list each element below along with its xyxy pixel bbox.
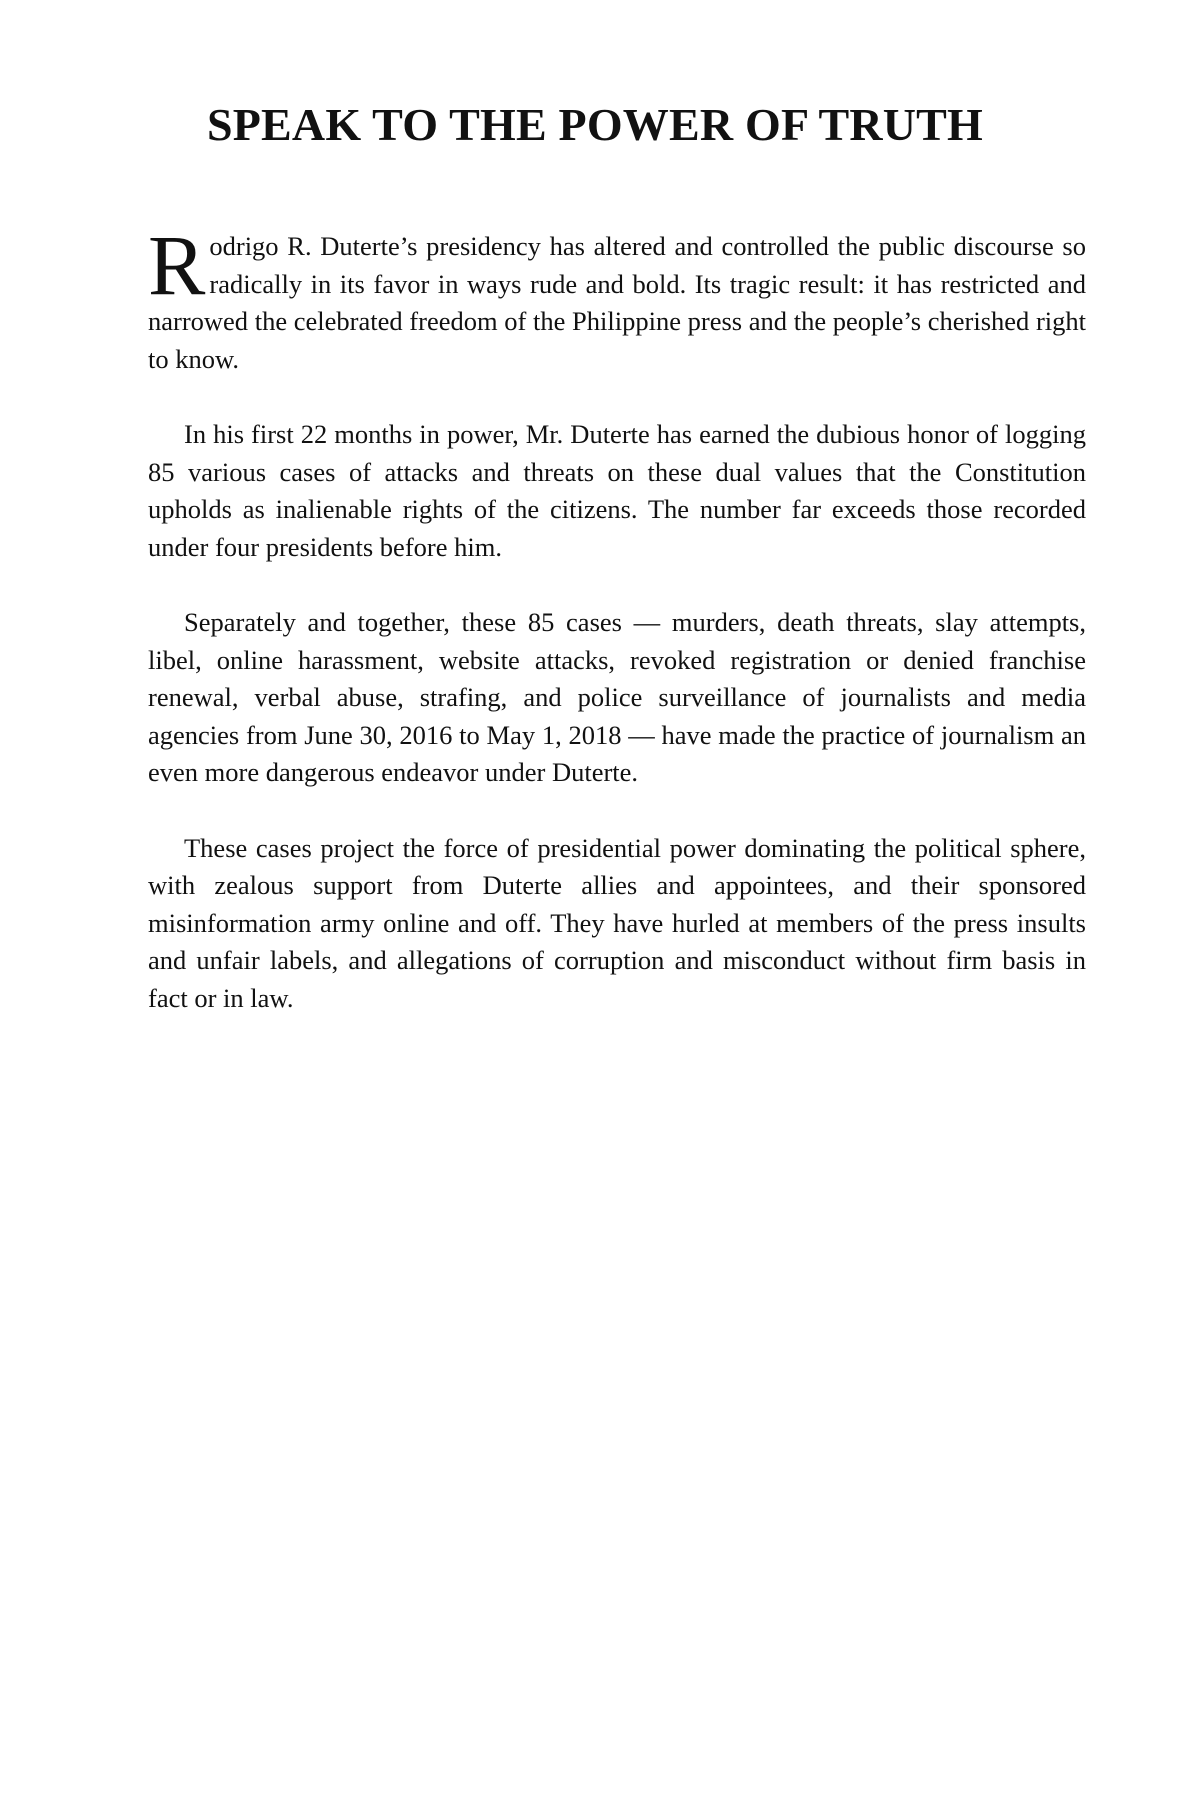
page-title: SPEAK TO THE POWER OF TRUTH xyxy=(206,99,984,150)
paragraph-1-text: odrigo R. Duterte’s presidency has altered and controlled the public discourse so radically in its favor in ways rude and bold. Its tragic result: it has restricted and narrowed the celebrated freedom of the Philippine press and the people’s cherished right to know. xyxy=(148,231,1086,374)
drop-cap: R xyxy=(148,217,206,313)
paragraph-2: In his first 22 months in power, Mr. Duterte has earned the dubious honor of logging 85 various cases of attacks and threats on these dual values that the Constitution upholds as inalienable rights of the citizens. The number far exceeds those recorded under four presidents before him. xyxy=(148,419,1086,562)
paragraph-3: Separately and together, these 85 cases — murders, death threats, slay attempts, libel, online harassment, website attacks, revoked registration or denied franchise renewal, verbal abuse, strafing, and police surveillance of journalists and media agencies from June 30, 2016 to May 1, 2018 — have made the practice of journalism an even more dangerous endeavor under Duterte. xyxy=(148,607,1086,787)
article-body xyxy=(148,217,1086,1055)
paragraph-4: These cases project the force of presidential power dominating the political sphere, with zealous support from Duterte allies and appointees, and their sponsored misinformation army online and off. They have hurled at members of the press insults and unfair labels, and allegations of corruption and misconduct without firm basis in fact or in law. xyxy=(148,832,1086,1013)
paragraph-1 xyxy=(148,217,1086,378)
